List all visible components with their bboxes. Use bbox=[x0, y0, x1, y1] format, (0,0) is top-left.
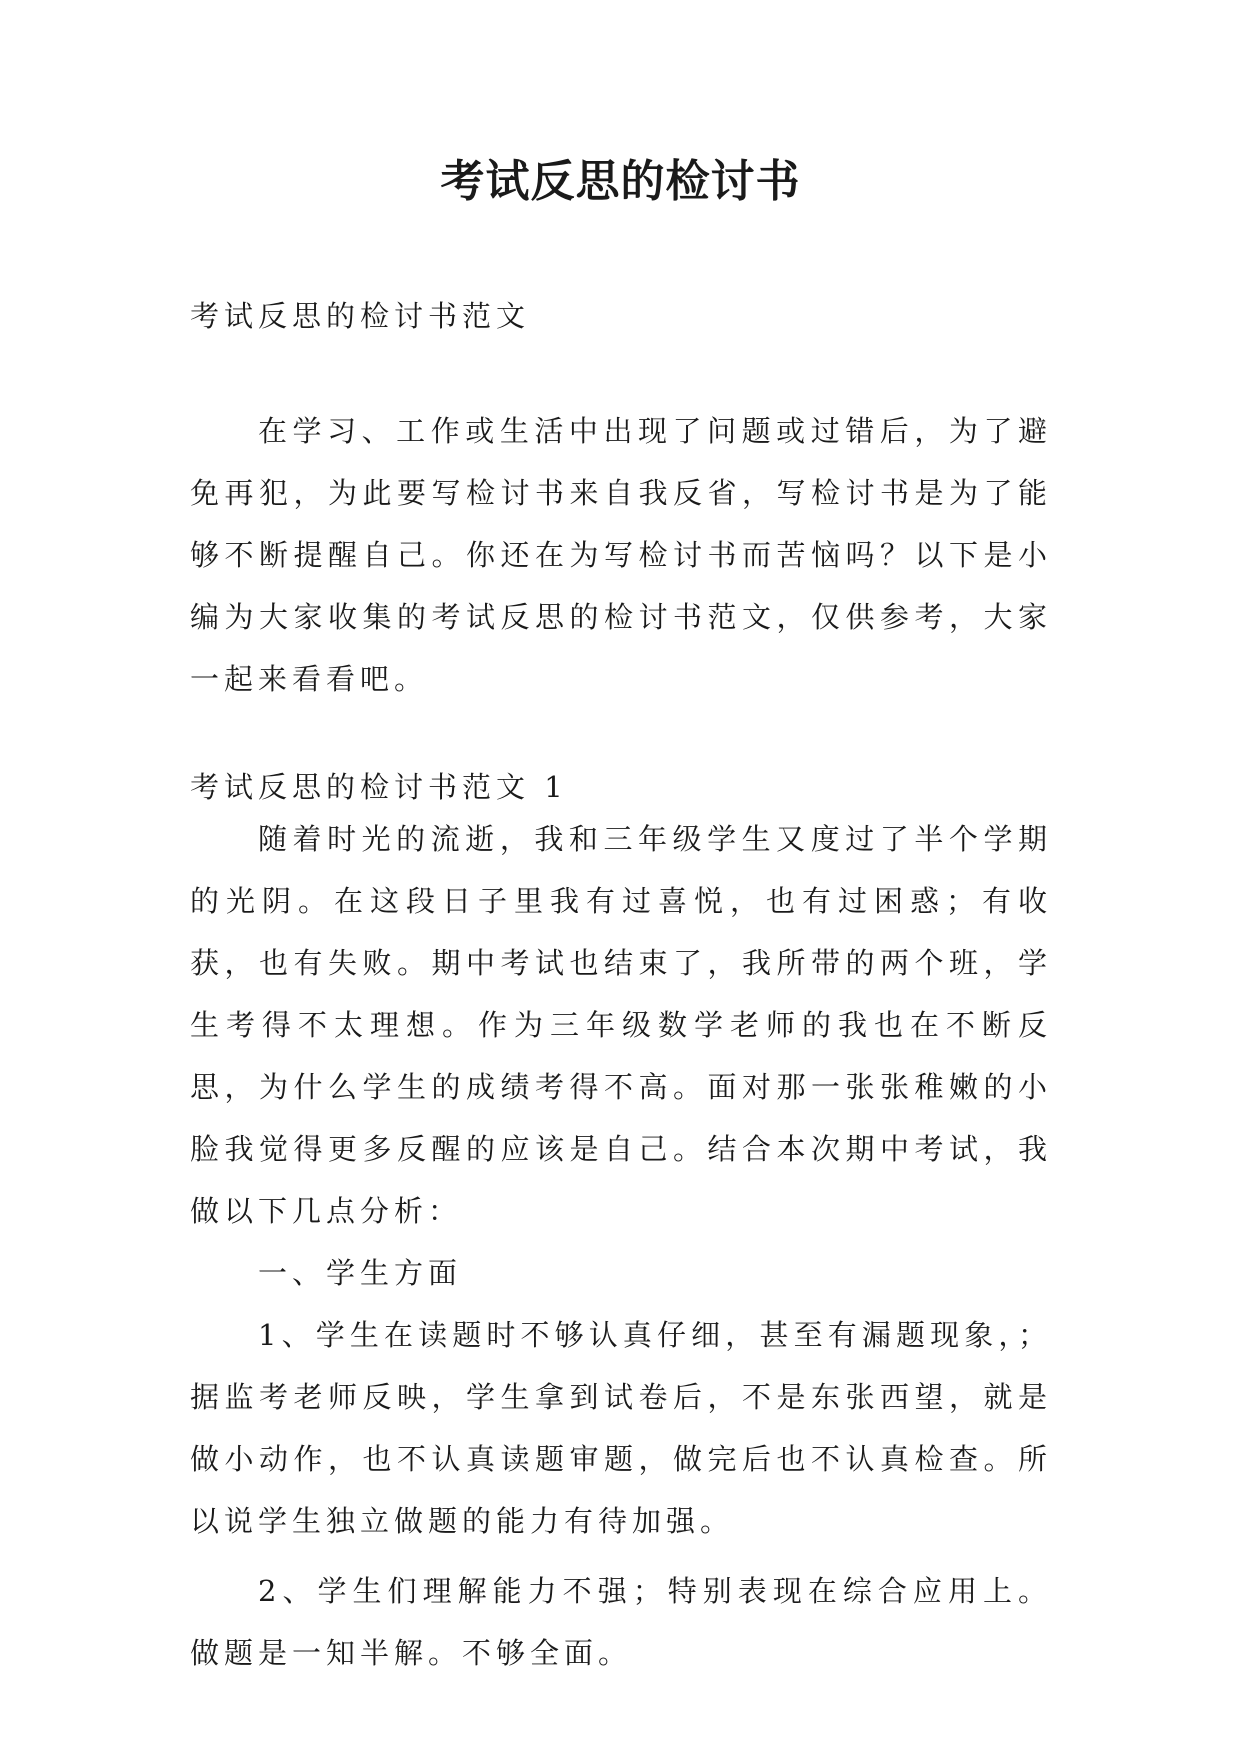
section-body bbox=[190, 808, 1052, 1684]
section-heading: 考试反思的检讨书范文 1 bbox=[190, 770, 568, 804]
paragraph-point-2: 2、学生们理解能力不强；特别表现在综合应用上。做题是一知半解。不够全面。 bbox=[190, 1574, 1052, 1670]
paragraph-reflection: 随着时光的流逝，我和三年级学生又度过了半个学期的光阴。在这段日子里我有过喜悦，也有过困惑；有收获，也有失败。期中考试也结束了，我所带的两个班，学生考得不太理想。作为三年级数学老师的我也在不断反思，为什么学生的成绩考得不高。面对那一张张稚嫩的小脸我觉得更多反醒的应该是自己。结合本次期中考试，我做以下几点分析： bbox=[190, 822, 1052, 1228]
paragraph-point-1: 1、学生在读题时不够认真仔细，甚至有漏题现象，；据监考老师反映，学生拿到试卷后，不是东张西望，就是做小动作，也不认真读题审题，做完后也不认真检查。所以说学生独立做题的能力有待加强。 bbox=[190, 1318, 1052, 1538]
paragraph-student-aspect-heading: 一、学生方面 bbox=[258, 1256, 463, 1290]
document-title: 考试反思的检讨书 bbox=[440, 156, 801, 207]
intro-paragraph: 在学习、工作或生活中出现了问题或过错后，为了避免再犯，为此要写检讨书来自我反省，写检讨书是为了能够不断提醒自己。你还在为写检讨书而苦恼吗？以下是小编为大家收集的考试反思的检讨书范文，仅供参考，大家一起来看看吧。 bbox=[190, 414, 1052, 696]
document-subtitle: 考试反思的检讨书范文 bbox=[190, 299, 531, 333]
